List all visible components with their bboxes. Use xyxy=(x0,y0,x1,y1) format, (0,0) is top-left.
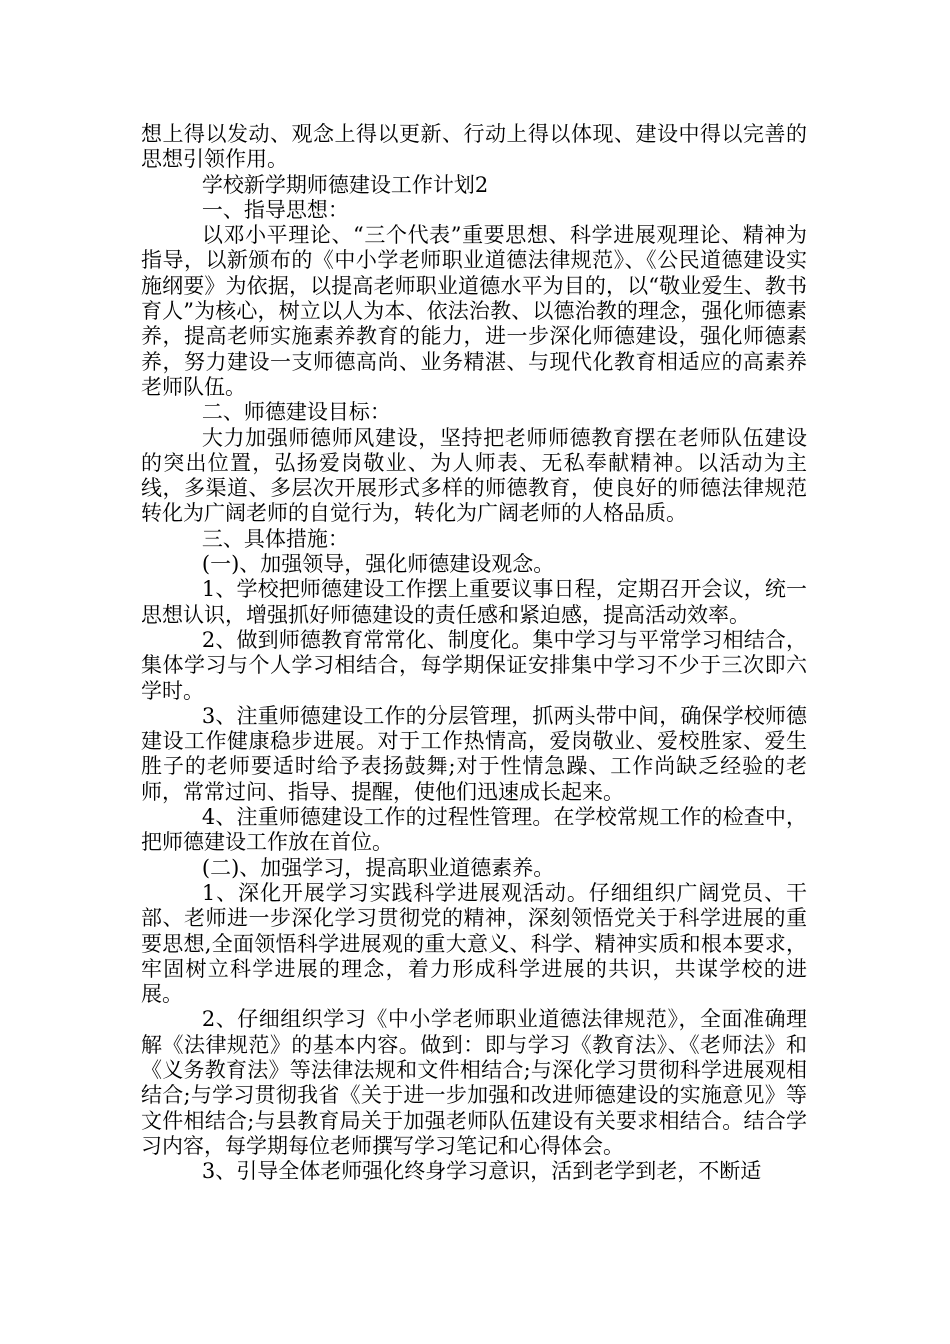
paragraph: 以邓小平理论、“三个代表”重要思想、科学进展观理论、精神为指导，以新颁布的《中小学老师职业道德法律规范》、《公民道德建设实施纲要》为依据，以提高老师职业道德水平为目的，以“敬业爱生、教书育人”为核心，树立以人为本、依法治教、以德治教的理念，强化师德素养，提高老师实施素养教育的能力，进一步深化师德建设，强化师德素养，努力建设一支师德高尚、业务精湛、与现代化教育相适应的高素养老师队伍。 xyxy=(141,223,807,399)
paragraph: 想上得以发动、观念上得以更新、行动上得以体现、建设中得以完善的思想引领作用。 xyxy=(141,122,807,172)
paragraph: 2、仔细组织学习《中小学老师职业道德法律规范》，全面准确理解《法律规范》的基本内容。做到：即与学习《教育法》、《老师法》和《义务教育法》等法律法规和文件相结合;与深化学习贯彻科学进展观相结合;与学习贯彻我省《关于进一步加强和改进师德建设的实施意见》等文件相结合;与县教育局关于加强老师队伍建设有关要求相结合。结合学习内容，每学期每位老师撰写学习笔记和心得体会。 xyxy=(141,1007,807,1158)
paragraph: 1、学校把师德建设工作摆上重要议事日程，定期召开会议，统一思想认识，增强抓好师德建设的责任感和紧迫感，提高活动效率。 xyxy=(141,577,807,627)
paragraph: 3、注重师德建设工作的分层管理，抓两头带中间，确保学校师德建设工作健康稳步进展。对于工作热情高，爱岗敬业、爱校胜家、爱生胜子的老师要适时给予表扬鼓舞;对于性情急躁、工作尚缺乏经验的老师，常常过问、指导、提醒，使他们迅速成长起来。 xyxy=(141,703,807,804)
paragraph: (二)、加强学习，提高职业道德素养。 xyxy=(201,855,555,880)
paragraph: 3、引导全体老师强化终身学习意识，活到老学到老，不断适 xyxy=(201,1159,762,1184)
paragraph: 三、具体措施： xyxy=(201,526,349,551)
paragraph: 4、注重师德建设工作的过程性管理。在学校常规工作的检查中，把师德建设工作放在首位。 xyxy=(141,805,807,855)
paragraph: 一、指导思想： xyxy=(201,197,349,222)
document-body xyxy=(141,122,807,1184)
paragraph: 学校新学期师德建设工作计划2 xyxy=(201,172,489,197)
paragraph: 1、深化开展学习实践科学进展观活动。仔细组织广阔党员、干部、老师进一步深化学习贯彻党的精神，深刻领悟党关于科学进展的重要思想,全面领悟科学进展观的重大意义、科学、精神实质和根本要求，牢固树立科学进展的理念，着力形成科学进展的共识，共谋学校的进展。 xyxy=(141,880,807,1007)
paragraph: 二、师德建设目标： xyxy=(201,400,391,425)
paragraph: (一)、加强领导，强化师德建设观念。 xyxy=(201,552,555,577)
paragraph: 2、做到师德教育常常化、制度化。集中学习与平常学习相结合，集体学习与个人学习相结合，每学期保证安排集中学习不少于三次即六学时。 xyxy=(141,627,807,703)
paragraph: 大力加强师德师风建设，坚持把老师师德教育摆在老师队伍建设的突出位置，弘扬爱岗敬业、为人师表、无私奉献精神。以活动为主线，多渠道、多层次开展形式多样的师德教育，使良好的师德法律规范转化为广阔老师的自觉行为，转化为广阔老师的人格品质。 xyxy=(141,425,807,526)
